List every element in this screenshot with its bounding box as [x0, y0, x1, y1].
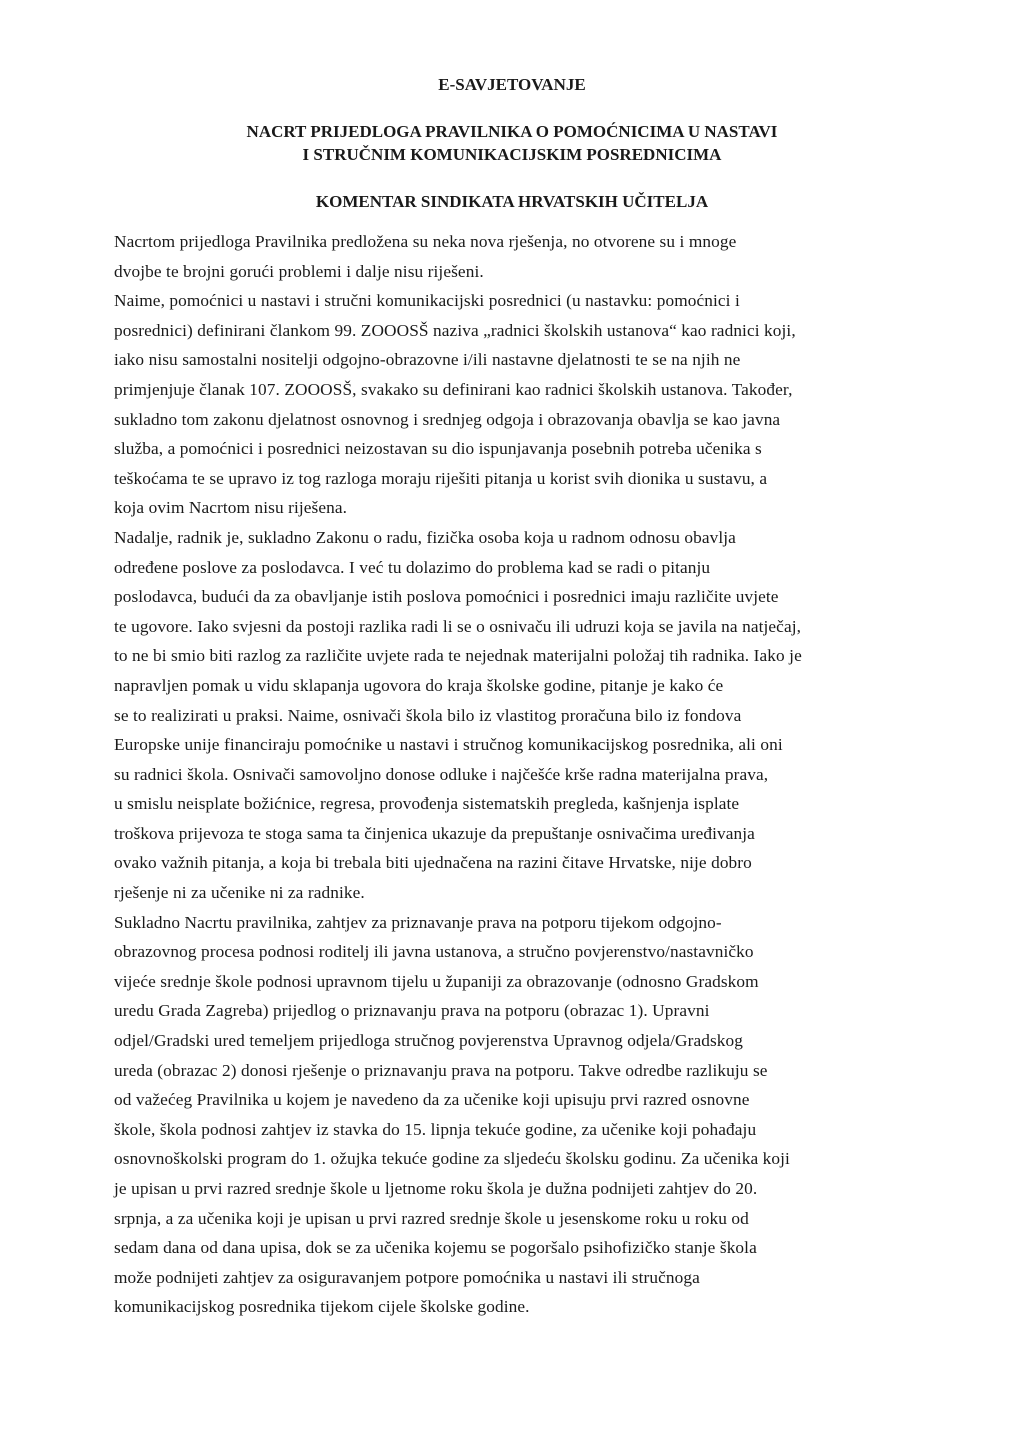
subtitle-line: NACRT PRIJEDLOGA PRAVILNIKA O POMOĆNICIMA U NASTAVI: [246, 122, 778, 141]
body-line: teškoćama te se upravo iz tog razloga moraju riješiti pitanja u korist svih dionika u sustavu, a: [114, 468, 768, 488]
body-line: uredu Grada Zagreba) prijedlog o priznavanju prava na potporu (obrazac 1). Upravni: [114, 1001, 710, 1021]
section-heading: KOMENTAR SINDIKATA HRVATSKIH UČITELJA: [315, 192, 709, 211]
body-line: Nadalje, radnik je, sukladno Zakonu o radu, fizička osoba koja u radnom odnosu obavlja: [114, 527, 736, 547]
body-line: odjel/Gradski ured temeljem prijedloga stručnog povjerenstva Upravnog odjela/Gradskog: [114, 1031, 744, 1051]
body-line: može podnijeti zahtjev za osiguravanjem potpore pomoćnika u nastavi ili stručnoga: [114, 1267, 700, 1287]
body-line: škole, škola podnosi zahtjev iz stavka do 15. lipnja tekuće godine, za učenike koji pohađaju: [114, 1119, 757, 1139]
body-line: iako nisu samostalni nositelji odgojno-obrazovne i/ili nastavne djelatnosti te se na njih ne: [114, 350, 741, 370]
body-line: osnovnoškolski program do 1. ožujka tekuće godine za sljedeću školsku godinu. Za učenika koji: [114, 1149, 790, 1169]
body-line: Europske unije financiraju pomoćnike u nastavi i stručnog komunikacijskog posrednika, ali oni: [114, 735, 783, 755]
body-line: srpnja, a za učenika koji je upisan u prvi razred srednje škole u jesenskome roku u roku od: [114, 1208, 749, 1228]
body-line: poslodavca, budući da za obavljanje istih poslova pomoćnici i posrednici imaju različite uvjete: [114, 587, 779, 607]
body-line: to ne bi smio biti razlog za različite uvjete rada te nejednak materijalni položaj tih radnika. Iako je: [114, 646, 802, 666]
body-line: Nacrtom prijedloga Pravilnika predložena su neka nova rješenja, no otvorene su i mnoge: [114, 232, 737, 251]
body-line: obrazovnog procesa podnosi roditelj ili javna ustanova, a stručno povjerenstvo/nastavničko: [114, 942, 754, 962]
body-line: troškova prijevoza te stoga sama ta činjenica ukazuje da prepuštanje osnivačima uređivanja: [114, 823, 755, 843]
body-line: primjenjuje članak 107. ZOOOSŠ, svakako su definirani kao radnici školskih ustanova. Također,: [114, 379, 793, 399]
body-line: koja ovim Nacrtom nisu riješena.: [114, 498, 348, 518]
body-line: dvojbe te brojni gorući problemi i dalje nisu riješeni.: [114, 261, 484, 281]
body-line: Naime, pomoćnici u nastavi i stručni komunikacijski posrednici (u nastavku: pomoćnici i: [114, 291, 740, 311]
body-text: [114, 227, 914, 1322]
body-line: vijeće srednje škole podnosi upravnom tijelu u županiji za obrazovanje (odnosno Gradskom: [114, 971, 759, 991]
document-title: E-SAVJETOVANJE: [438, 75, 586, 94]
body-line: Sukladno Nacrtu pravilnika, zahtjev za priznavanje prava na potporu tijekom odgojno-: [114, 912, 722, 932]
body-line: ureda (obrazac 2) donosi rješenje o priznavanju prava na potporu. Takve odredbe razlikuju se: [114, 1060, 768, 1080]
body-line: od važećeg Pravilnika u kojem je navedeno da za učenike koji upisuju prvi razred osnovne: [114, 1090, 750, 1110]
body-line: komunikacijskog posrednika tijekom cijele školske godine.: [114, 1297, 530, 1317]
body-line: u smislu neisplate božićnice, regresa, provođenja sistematskih pregleda, kašnjenja isplate: [114, 794, 740, 814]
body-line: služba, a pomoćnici i posrednici neizostavan su dio ispunjavanja posebnih potreba učenika s: [114, 439, 762, 459]
body-line: posrednici) definirani člankom 99. ZOOOSŠ naziva „radnici školskih ustanova“ kao radnici koji,: [114, 320, 796, 340]
body-line: je upisan u prvi razred srednje škole u ljetnome roku škola je dužna podnijeti zahtjev do 20.: [114, 1179, 758, 1198]
body-line: ovako važnih pitanja, a koja bi trebala biti ujednačena na razini čitave Hrvatske, nije dobro: [114, 853, 752, 873]
body-line: napravljen pomak u vidu sklapanja ugovora do kraja školske godine, pitanje je kako će: [114, 675, 724, 695]
body-line: sukladno tom zakonu djelatnost osnovnog i srednjeg odgoja i obrazovanja obavlja se kao javna: [114, 409, 781, 429]
body-line: te ugovore. Iako svjesni da postoji razlika radi li se o osnivaču ili udruzi koja se javila na natječaj,: [114, 616, 802, 636]
document-subtitle: [0, 120, 1024, 166]
body-line: rješenje ni za učenike ni za radnike.: [114, 883, 365, 903]
body-line: sedam dana od dana upisa, dok se za učenika kojemu se pogoršalo psihofizičko stanje škola: [114, 1238, 757, 1258]
body-line: su radnici škola. Osnivači samovoljno donose odluke i najčešće krše radna materijalna prava,: [114, 764, 769, 784]
body-line: se to realizirati u praksi. Naime, osnivači škola bilo iz vlastitog proračuna bilo iz fondova: [114, 705, 742, 725]
body-line: određene poslove za poslodavca. I već tu dolazimo do problema kad se radi o pitanju: [114, 557, 711, 577]
subtitle-line: I STRUČNIM KOMUNIKACIJSKIM POSREDNICIMA: [302, 145, 722, 164]
